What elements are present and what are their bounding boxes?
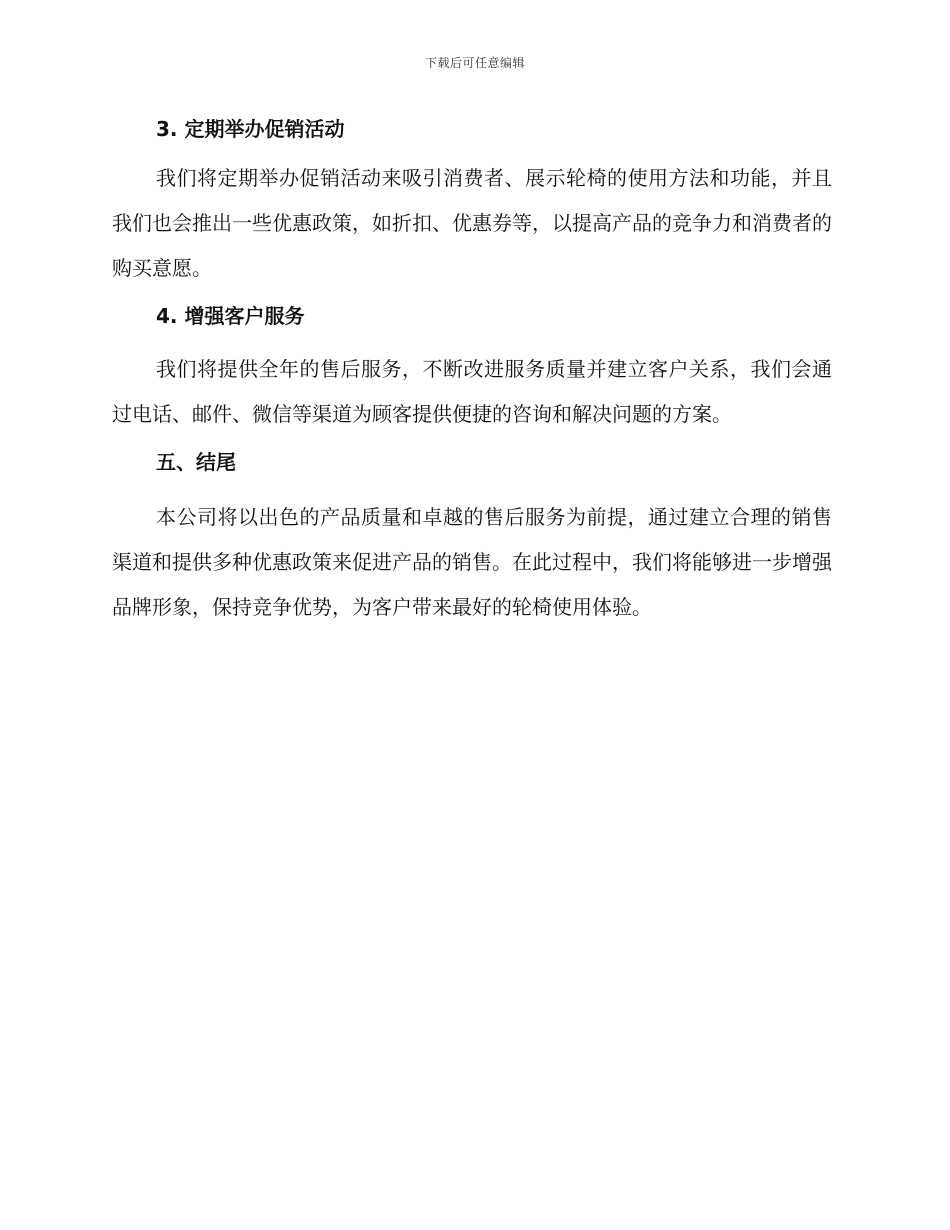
document-body [112, 110, 832, 630]
section-paragraph-promotions: 我们将定期举办促销活动来吸引消费者、展示轮椅的使用方法和功能，并且我们也会推出一些优惠政策，如折扣、优惠券等，以提高产品的竞争力和消费者的购买意愿。 [112, 166, 832, 280]
section-paragraph-conclusion: 本公司将以出色的产品质量和卓越的售后服务为前提，通过建立合理的销售渠道和提供多种优惠政策来促进产品的销售。在此过程中，我们将能够进一步增强品牌形象，保持竞争优势，为客户带来最好的轮椅使用体验。 [112, 505, 832, 619]
section-paragraph-customer-service: 我们将提供全年的售后服务，不断改进服务质量并建立客户关系，我们会通过电话、邮件、微信等渠道为顾客提供便捷的咨询和解决问题的方案。 [112, 357, 832, 426]
section-heading-promotions: 3. 定期举办促销活动 [156, 117, 345, 141]
page-header-note: 下载后可任意编辑 [424, 56, 525, 70]
section-heading-customer-service: 4. 增强客户服务 [156, 304, 305, 328]
section-heading-conclusion: 五、结尾 [156, 450, 236, 474]
